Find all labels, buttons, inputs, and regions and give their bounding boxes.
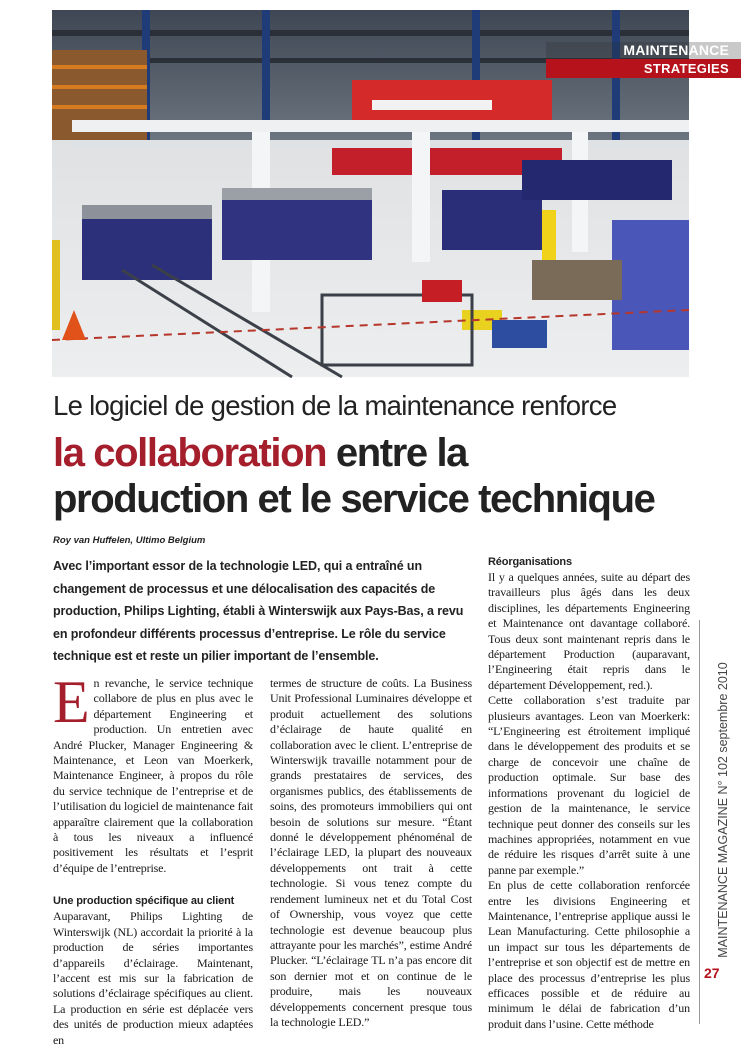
section-tag (546, 42, 741, 78)
headline-highlight: la collaboration (53, 431, 327, 475)
headline-line2-rest: entre la (326, 431, 468, 475)
article-column-3 (488, 555, 690, 1032)
magazine-issue: MAINTENANCE MAGAZINE N° 102 septembre 2010 (716, 662, 730, 958)
headline-line3: production et le service technique (53, 477, 655, 521)
magazine-info (708, 660, 738, 960)
column-1-para-1: n revanche, le service technique collabore de plus en plus avec le département Engineering et production. Un entretien avec André Plucker, Manager Engineering & Maintenance, et Leon van Moerkerk, Maintenance Engineer, à propos du rôle du service technique de l’entreprise et de l’utilisation du logiciel de maintenance fait apparaître clairement que la collaboration à tous les niveaux a influencé positivement les résultats et l’esprit d’équipe de l’entreprise. (53, 676, 253, 875)
column-3-para-3: En plus de cette collaboration renforcée entre les divisions Engineering et Maintenance, l’entreprise applique aussi le Lean Manufacturing. Cette philosophie a un impact sur tous les départements de l’entreprise et son objectif est de mettre en place des processus d’entreprise les plus efficaces possible et de réduire au minimum le délai de fabrication d’un produit dans l’usine. Cette méthode (488, 878, 690, 1031)
drop-cap: E (53, 669, 90, 735)
subheading-reorganisations: Réorganisations (488, 556, 572, 568)
byline: Roy van Huffelen, Ultimo Belgium (53, 535, 206, 546)
section-subcategory: STRATEGIES (546, 59, 741, 78)
subheading-production: Une production spécifique au client (53, 895, 235, 908)
lead-paragraph: Avec l’important essor de la technologie LED, qui a entraîné un changement de processus et une délocalisation des capacités de production, Philips Lighting, établi à Winterswijk aux Pays-Bas, a revu en profondeur différents processus d’entreprise. Le rôle du service technique est et reste un pilier important de l’ensemble. (53, 559, 464, 663)
side-divider (699, 620, 700, 1024)
article-column-1 (53, 669, 253, 1048)
article-column-2 (270, 676, 472, 1030)
column-2-para-1: termes de structure de coûts. La Business Unit Professional Luminaires développe et produit actuellement des solutions d’éclairage de haute qualité en collaboration avec le client. L’entreprise de Winterswijk travaille notamment pour de grands prestataires de services, des organismes publics, des établissements de soins, des promoteurs immobiliers qui ont besoin de solutions sur mesure. “Étant donné le développement phénoménal de l’éclairage LED, la plupart des nouveaux développements ont trait à cette technologie. Si vous tenez compte du rendement lumineux net et du Total Cost of Ownership, vous voyez que cette technologie est devenue beaucoup plus attrayante pour les marchés”, estime André Plucker. “L’éclairage TL n’a pas encore dit son dernier mot et on continue de le produire, mais les nouveaux développements concernent presque tous la technologie LED.” (270, 676, 472, 1029)
headline-line1: Le logiciel de gestion de la maintenance renforce (53, 390, 617, 421)
section-category: MAINTENANCE (546, 42, 741, 59)
column-3-para-2: Cette collaboration s’est traduite par plusieurs avantages. Leon van Moerkerk: “L’Engineering est étroitement impliqué dans le développement des produits et se charge de concevoir une chaîne de production optimale. Sur base des informations provenant du logiciel de gestion de la maintenance, le service technique peut donner des conseils sur les machines appropriées, notamment en vue de réduire les risques d’arrêt suite à une panne par exemple.” (488, 693, 690, 877)
column-1-intro (53, 669, 253, 876)
headline-line2 (53, 430, 467, 476)
column-1-para-2: Auparavant, Philips Lighting de Winterswijk (NL) accordait la priorité à la production de séries importantes d’appareils d’éclairage. Maintenant, l’accent est mis sur la fabrication de solutions d’éclairage spécifiques au client. La production en série est déplacée vers des unités de production mieux adaptées en (53, 909, 253, 1047)
column-3-para-1: Il y a quelques années, suite au départ des travailleurs plus âgés dans les deux disciplines, les départements Engineering et Maintenance ont davantage collaboré. Tous deux sont maintenant repris dans le département Production (auparavant, l’Engineering était repris dans le département Développement, red.). (488, 570, 690, 692)
page-number: 27 (704, 965, 720, 981)
